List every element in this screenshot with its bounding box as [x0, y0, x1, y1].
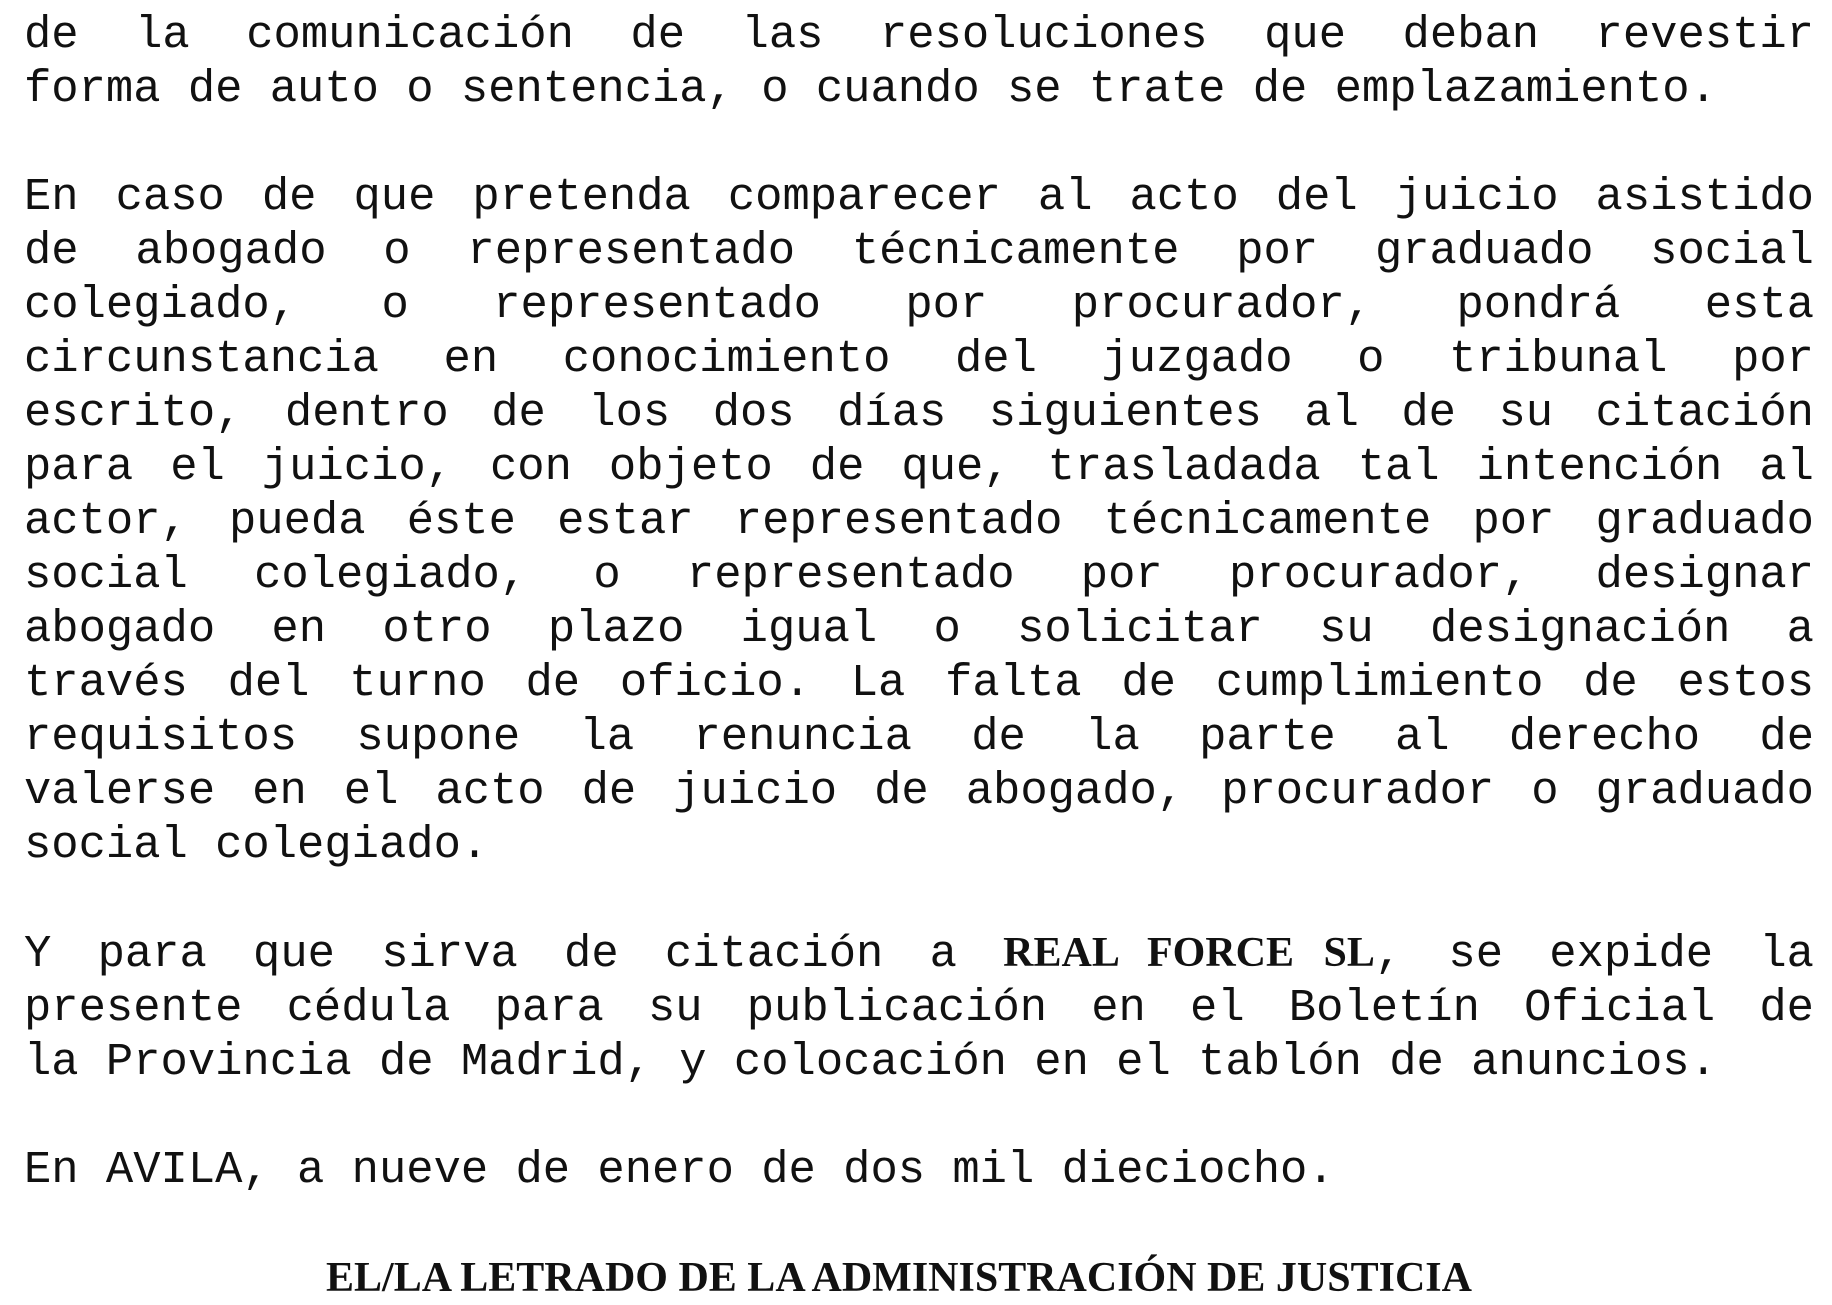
- paragraph-gap: [24, 1197, 1814, 1251]
- text-line: valerse en el acto de juicio de abogado, procurador o graduado: [24, 765, 1814, 817]
- text-line: través del turno de oficio. La falta de cumplimiento de estos: [24, 657, 1814, 709]
- text-line: de la comunicación de las resoluciones que deban revestir: [24, 9, 1814, 61]
- text-line: forma de auto o sentencia, o cuando se trate de emplazamiento.: [24, 63, 1717, 115]
- paragraph-gap: [24, 872, 1814, 926]
- place-date-line: En AVILA, a nueve de enero de dos mil dieciocho.: [24, 1144, 1335, 1196]
- paragraph-place-date: [24, 1143, 1814, 1197]
- document-page: [24, 8, 1814, 1305]
- text-line: colegiado, o representado por procurador, pondrá esta: [24, 279, 1814, 331]
- paragraph-gap: [24, 116, 1814, 170]
- text-line: En caso de que pretenda comparecer al acto del juicio asistido: [24, 171, 1814, 223]
- text-line: circunstancia en conocimiento del juzgado o tribunal por: [24, 333, 1814, 385]
- text-line: social colegiado, o representado por procurador, designar: [24, 549, 1814, 601]
- text-line: social colegiado.: [24, 819, 489, 871]
- text-line: escrito, dentro de los dos días siguientes al de su citación: [24, 387, 1814, 439]
- company-name: REAL FORCE SL: [1003, 930, 1375, 976]
- text-line: abogado en otro plazo igual o solicitar su designación a: [24, 603, 1814, 655]
- text-line: [24, 926, 1814, 981]
- paragraph-citation: [24, 926, 1814, 1089]
- paragraph-legal-representation: [24, 170, 1814, 872]
- text-line: de abogado o representado técnicamente por graduado social: [24, 225, 1814, 277]
- text-line: para el juicio, con objeto de que, trasladada tal intención al: [24, 441, 1814, 493]
- signature-title: EL/LA LETRADO DE LA ADMINISTRACIÓN DE JUSTICIA: [326, 1255, 1472, 1301]
- text-line: requisitos supone la renuncia de la parte al derecho de: [24, 711, 1814, 763]
- citation-suffix: , se expide la: [1374, 928, 1814, 980]
- citation-prefix: Y para que sirva de citación a: [24, 928, 1004, 980]
- text-line: presente cédula para su publicación en el Boletín Oficial de: [24, 982, 1814, 1034]
- text-line: la Provincia de Madrid, y colocación en el tablón de anuncios.: [24, 1036, 1717, 1088]
- paragraph-gap: [24, 1089, 1814, 1143]
- text-line: actor, pueda éste estar representado técnicamente por graduado: [24, 495, 1814, 547]
- paragraph-notification: [24, 8, 1814, 116]
